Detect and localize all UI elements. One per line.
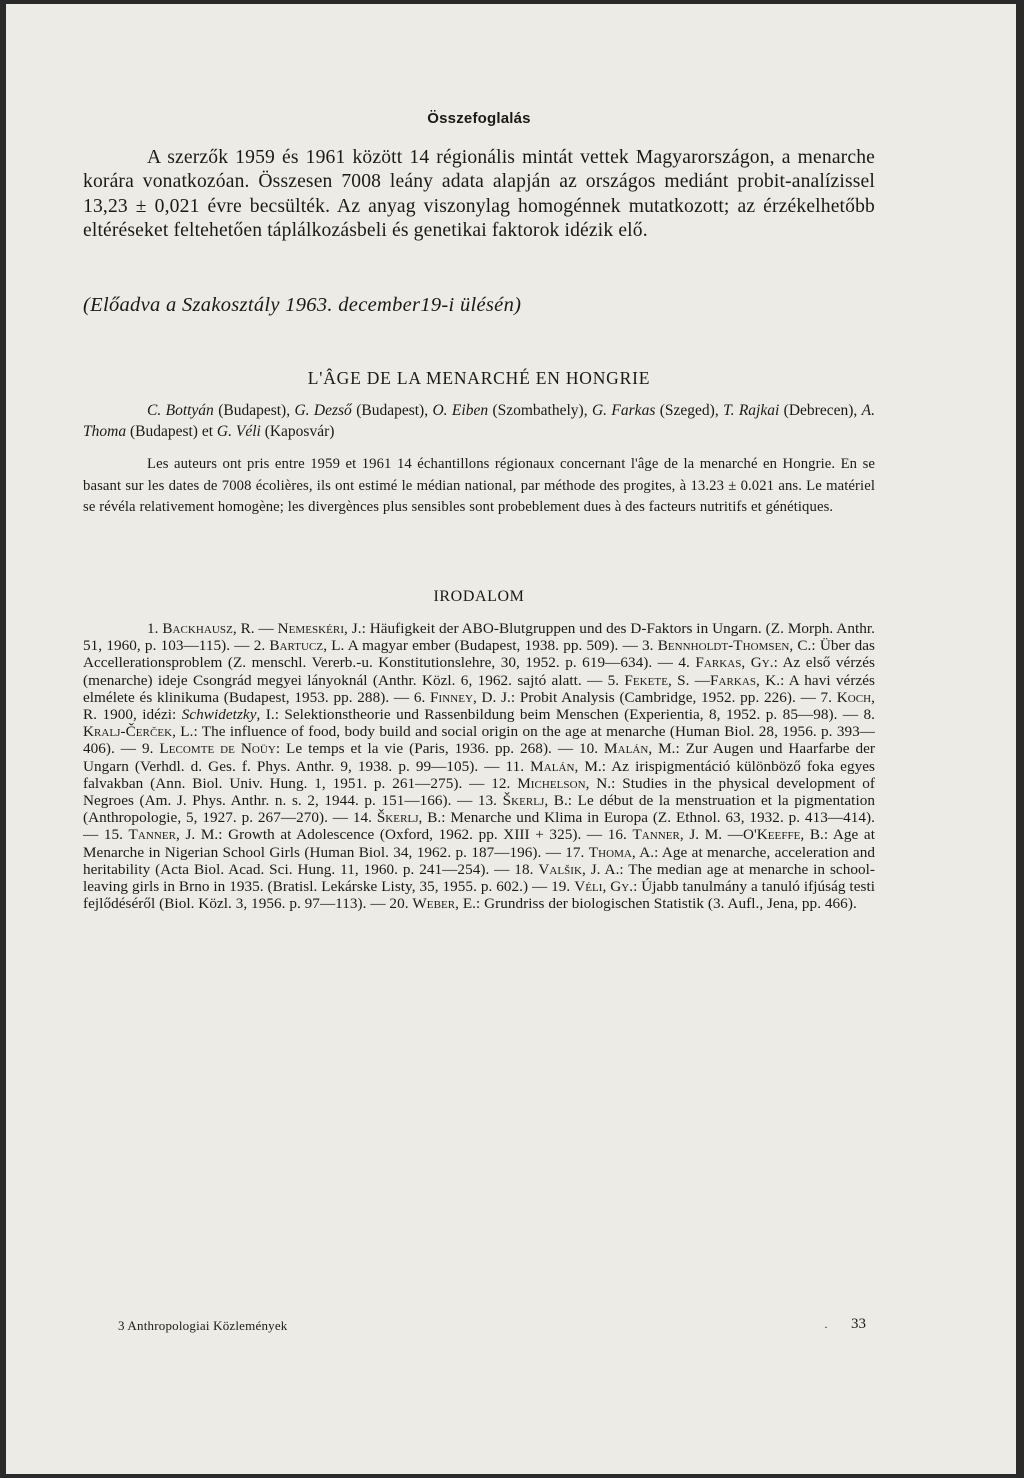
reference-text: : Le début de la menstruation et la pigmentation (Anthropologie, 5, 1927. p. 267—270). — 14. — [83, 792, 875, 827]
reference-text: : Probit Analysis (Cambridge, 1952. pp. 226). — 7. — [510, 688, 837, 706]
reference-author: Bartucz, L. — [269, 637, 345, 655]
reference-text: : Újabb tanulmány a tanuló ifjúság testi fejlődéséről (Biol. Közl. 3, 1956. p. 97—113). — 20. — [83, 878, 875, 913]
reference-author: Bennholdt-Thomsen, C. — [657, 637, 812, 655]
summary-title: Összefoglalás — [427, 110, 531, 127]
reference-text: : Zur Augen und Haarfarbe der Ungarn (Verhdl. d. Ges. f. Phys. Anthr. 9, 1938. p. 99—105). — 11. — [83, 740, 876, 775]
reference-author: Malán, M. — [530, 757, 602, 775]
author-name: A. Thoma — [83, 402, 875, 440]
author-name: O. Eiben — [432, 402, 489, 419]
journal-page — [6, 4, 1016, 1474]
reference-author: Fekete, S. — [624, 671, 690, 689]
reference-text: : Le temps et la vie (Paris, 1936. pp. 268). — 10. — [275, 740, 605, 758]
author-name: T. Rajkai — [723, 402, 780, 419]
reference-text: — — [689, 671, 711, 689]
reference-author: Farkas, K. — [710, 671, 781, 689]
reference-text: 1900, idézi: — [97, 706, 182, 724]
author-name: G. Véli — [216, 423, 261, 440]
reference-text: : Age at Menarche in Nigerian School Girls (Human Biol. 34, 1962. p. 187—196). — 17. — [83, 826, 875, 861]
reference-text: : Häufigkeit der ABO-Blutgruppen und des D-Faktors in Ungarn. (Z. Morph. Anthr. 51, 1960, p. 103—115). — 2. — [83, 620, 875, 655]
reference-author: Malán, M. — [604, 740, 676, 758]
reference-author: Tanner, J. M. — [632, 826, 723, 844]
reference-author: Škerlj, B. — [502, 792, 568, 810]
references-title: IRODALOM — [433, 588, 525, 605]
author-place: (Budapest), — [213, 402, 295, 419]
author-place: (Budapest), — [351, 402, 433, 419]
reference-text: : The influence of food, body build and social origin on the age at menarche (Human Biol. 28, 1956. p. 393—406). — 9. — [83, 723, 875, 758]
presentation-note: (Előadva a Szakosztály 1963. december19-i ülésén) — [83, 294, 522, 316]
reference-author: Škerlj, B. — [376, 809, 442, 827]
reference-text: A magyar ember (Budapest, 1938. pp. 509). — 3. — [344, 637, 658, 655]
reference-author: Farkas, Gy. — [695, 654, 774, 672]
reference-text: — — [722, 826, 743, 844]
author-list — [83, 400, 875, 442]
author-name: G. Dezső — [294, 402, 352, 419]
reference-author: Lecomte de Noüy — [159, 740, 276, 758]
reference-text: — — [254, 620, 278, 637]
reference-text: : Age at menarche, acceleration and heritability (Acta Biol. Acad. Sci. Hung. 11, 1960. p. 241—254). — 18. — [83, 843, 876, 878]
reference-text: : Menarche und Klima in Europa (Z. Ethnol. 63, 1932. p. 413—414). — 15. — [83, 809, 875, 844]
reference-text: , I.: Selektionstheorie und Rassenbildung beim Menschen (Experientia, 8, 1952. p. 85—98). — 8. — [256, 706, 875, 724]
reference-text: 1. — [147, 620, 163, 637]
author-name: C. Bottyán — [147, 402, 214, 419]
author-name: G. Farkas — [591, 402, 656, 419]
reference-author: Kralj-Čerček, L. — [83, 723, 194, 741]
reference-author: Backhausz, R. — [162, 620, 255, 637]
french-abstract: Les auteurs ont pris entre 1959 et 1961 14 échantillons régionaux concernant l'âge de la menarché en Hongrie. En se basant sur les dates de 7008 écolières, ils ont estimé le médian national, par méthode des progites, à 13.23 ± 0.021 ans. Le matériel se révéla relativement homogène; les divergènces plus sensibles sont probeblement dues à des facteurs nutritifs et génétiques. — [83, 456, 875, 515]
reference-text: : Az irispigmentáció különböző foka egyes falvakban (Ann. Biol. Univ. Hung. 1, 1951. p. 261—275). — 12. — [83, 757, 875, 792]
author-place: (Szombathely), — [488, 402, 592, 419]
text-column — [83, 4, 875, 1474]
reference-author: Véli, Gy. — [574, 878, 634, 896]
reference-author: Koch, R. — [83, 688, 875, 724]
references-list — [83, 620, 875, 912]
reference-author: Thoma, A. — [588, 843, 655, 861]
reference-author: Nemeskéri, J. — [277, 620, 362, 637]
footer-journal: 3 Anthropologiai Közlemények — [118, 1318, 288, 1333]
reference-text: : Az első vérzés (menarche) ideje Csongrád megyei lányoknál (Anthr. Közl. 6, 1962. sajtó alatt. — 5. — [83, 654, 875, 689]
reference-author: Tanner, J. M. — [128, 826, 219, 844]
reference-author: Weber, E. — [412, 895, 476, 913]
author-place: (Szeged), — [655, 402, 724, 419]
author-place: (Kaposvár) — [260, 423, 335, 440]
french-title: L'ÂGE DE LA MENARCHÉ EN HONGRIE — [307, 368, 651, 388]
print-mark: · — [824, 1320, 828, 1334]
reference-author: Michelson, N. — [517, 774, 612, 792]
reference-text: : Über das Accellerationsproblem (Z. menschl. Vererb.-u. Konstitutionslehre, 30, 1952. p. 619—634). — 4. — [83, 637, 875, 672]
author-place: (Budapest) et — [126, 423, 217, 440]
summary-paragraph: A szerzők 1959 és 1961 között 14 régionális mintát vettek Magyarországon, a menarche korára vonatkozóan. Összesen 7008 leány adata alapján az országos mediánt probit-analízissel 13,23 ± 0,021 évre becsülték. Az anyag viszonylag homogénnek mutatkozott; az érzékelhetőbb eltéréseket feltehetően táplálkozásbeli és genetikai faktorok idézik elő. — [83, 147, 875, 242]
author-place: (Debrecen), — [779, 402, 862, 419]
reference-author: Schwidetzky — [181, 706, 257, 724]
page-number: 33 — [851, 1316, 866, 1332]
reference-text: : A havi vérzés elmélete és klinikuma (Budapest, 1953. pp. 288). — 6. — [83, 671, 875, 706]
reference-text: : Growth at Adolescence (Oxford, 1962. pp. XIII + 325). — 16. — [218, 826, 633, 844]
reference-author: Valšik, J. A. — [538, 860, 620, 878]
reference-text: : Grundriss der biologischen Statistik (3. Aufl., Jena, pp. 466). — [476, 895, 857, 913]
reference-author: Finney, D. J. — [430, 688, 511, 706]
reference-text: : The median age at menarche in school-leaving girls in Brno in 1935. (Bratisl. Lekárske Listy, 35, 1955. p. 602.) — 19. — [83, 860, 876, 896]
reference-text: : Studies in the physical development of Negroes (Am. J. Phys. Anthr. n. s. 2, 1944. p. 151—166). — 13. — [83, 774, 876, 810]
reference-author: O'Keeffe, B. — [742, 826, 824, 844]
